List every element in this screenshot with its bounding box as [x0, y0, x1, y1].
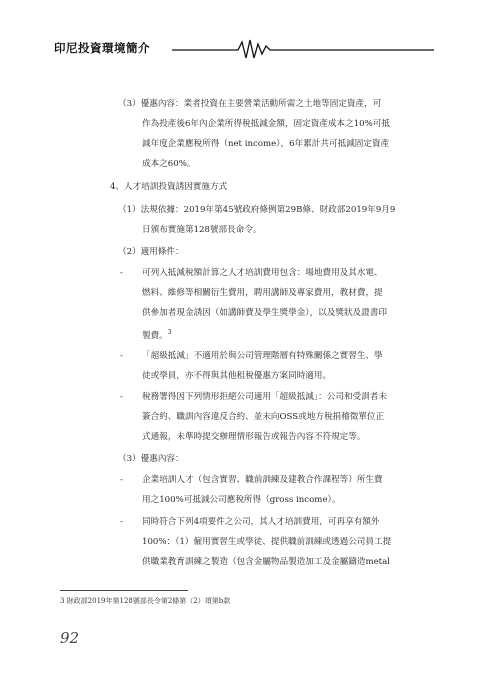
conditions-heading: （2）適用條件： [118, 247, 184, 257]
incentive-line-3: 減年度企業應稅所得（net income），6年累計共可抵減固定資產 [142, 139, 390, 149]
footnote-ref[interactable]: 3 [167, 329, 172, 336]
bullet1-line-4 [142, 327, 172, 342]
footnote: 3 財政部2019年第128號部長令第2條第（2）項第b款 [60, 597, 231, 605]
incentive-line-2: 作為投產後6年內企業所得稅抵減金額，固定資產成本之10%可抵 [142, 119, 391, 129]
page-number: 92 [60, 629, 80, 647]
incentive-line-4: 成本之60%。 [142, 159, 196, 169]
bullet3-line-3: 式通報，未準時提交辦理情形報告或報告內容不符規定等。 [142, 432, 366, 442]
bullet-marker: - [120, 392, 123, 402]
incentive-heading: （3）優惠內容： [118, 454, 184, 464]
legal-basis-line-2: 日頒布實施第128號部長命令。 [142, 225, 262, 235]
section-heading: 4、人才培訓投資誘因實施方式 [110, 182, 228, 192]
bullet2-line-1: 「超級抵減」不適用於與公司管理階層有特殊關係之實習生、學 [142, 351, 383, 361]
header-title: 印尼投資環境簡介 [54, 41, 150, 55]
running-header [54, 38, 434, 60]
bullet1-line-4-text: 製費。 [142, 330, 168, 341]
footnote-divider [60, 590, 188, 591]
bullet1-line-2: 燃料、維修等相關衍生費用，聘用講師及專家費用，教材費，提 [142, 288, 383, 298]
legal-basis-line-1: （1）法規依據：2019年第45號政府條例第29B條、財政部2019年9月9 [118, 205, 396, 215]
bullet3-line-1: 稅務署得因下列情形拒絕公司適用「超級抵減」：公司和受訓者未 [142, 392, 387, 402]
bullet5-line-1: 同時符合下列4項要件之公司，其人才培訓費用，可再享有額外 [142, 517, 380, 527]
incentive-line-1: （3）優惠內容：業者投資在主要營業活動所需之土地等固定資產，可 [118, 99, 382, 109]
bullet2-line-2: 徒或學員，亦不得與其他租稅優惠方案同時適用。 [142, 371, 332, 381]
bullet-marker: - [120, 351, 123, 361]
bullet4-line-2: 用之100%可抵減公司應稅所得（gross income）。 [142, 495, 341, 505]
bullet5-line-3: 供職業教育訓練之製造（包含金屬物品製造加工及金屬鑄造metal [142, 557, 390, 567]
heartbeat-line-icon [172, 38, 434, 60]
bullet4-line-1: 企業培訓人才（包含實習、職前訓練及建教合作課程等）所生費 [142, 475, 383, 485]
bullet1-line-3: 供參加者現金誘因（如講師費及學生獎學金），以及獎狀及證書印 [142, 308, 387, 318]
bullet1-line-1: 可列入抵減稅額計算之人才培訓費用包含：場地費用及其水電、 [142, 268, 383, 278]
bullet5-line-2: 100%：（1）僱用實習生或學徒、提供職前訓練或透過公司員工提 [142, 537, 392, 547]
bullet-marker: - [120, 475, 123, 485]
bullet-marker: - [120, 517, 123, 527]
bullet3-line-2: 簽合約、職訓內容違反合約、並未向OSS或地方稅捐稽徵單位正 [142, 412, 385, 422]
bullet-marker: - [120, 268, 123, 278]
